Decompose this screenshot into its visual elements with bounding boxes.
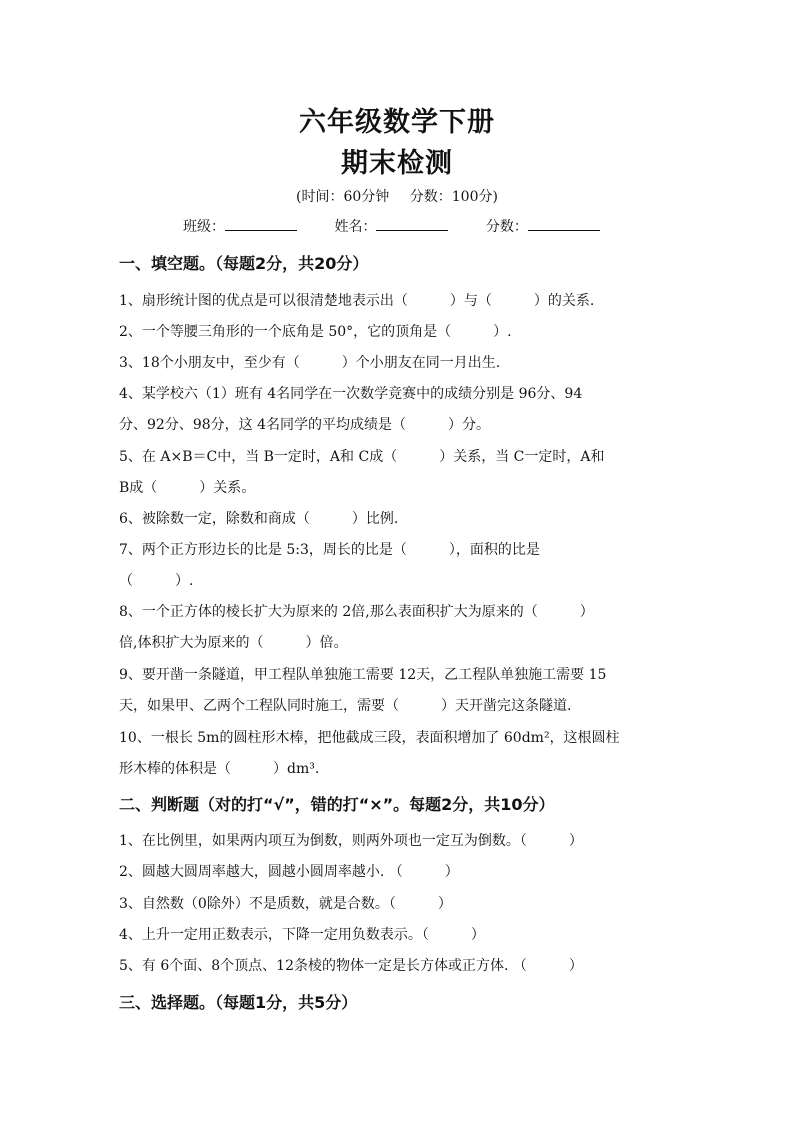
score-note: 分数：100分) [409, 189, 498, 205]
score-label: 分数： [485, 219, 528, 235]
judge-line: 2、圆越大圆周率越大，圆越小圆周率越小. （ ） [119, 864, 459, 880]
fill-line: 6、被除数一定，除数和商成（ ）比例. [119, 511, 399, 527]
fill-line: 形木棒的体积是（ ）dm³. [119, 761, 320, 777]
fill-line: 倍,体积扩大为原来的（ ）倍。 [119, 635, 348, 651]
fill-line: 3、18个小朋友中，至少有（ ）个小朋友在同一月出生. [119, 355, 501, 371]
score-field[interactable] [486, 216, 600, 236]
fill-line: 分、92分、98分，这 4名同学的平均成绩是（ ）分。 [119, 417, 490, 433]
class-blank[interactable] [225, 216, 297, 231]
fill-line: 5、在 A×B＝C中，当 B一定时，A和 C成（ ）关系，当 C一定时，A和 [119, 449, 605, 465]
fill-line: 10、一根长 5m的圆柱形木棒，把他截成三段，表面积增加了 60dm²，这根圆柱 [119, 730, 620, 746]
class-label: 班级： [183, 219, 225, 235]
fill-line: 8、一个正方体的棱长扩大为原来的 2倍,那么表面积扩大为原来的（ ） [119, 604, 594, 620]
name-blank[interactable] [376, 216, 448, 231]
student-info-row [183, 216, 600, 236]
score-blank[interactable] [528, 216, 600, 231]
name-field[interactable] [334, 216, 448, 236]
exam-subtitle-heading: 期末检测 [341, 148, 453, 179]
fill-line: 天，如果甲、乙两个工程队同时施工，需要（ ）天开凿完这条隧道. [119, 698, 572, 714]
exam-title: 六年级数学下册 [299, 107, 495, 138]
section-choice-heading: 三、选择题。（每题1分，共5分） [119, 993, 358, 1012]
fill-line: 2、一个等腰三角形的一个底角是 50°，它的顶角是（ ）. [119, 324, 512, 340]
fill-line: 9、要开凿一条隧道，甲工程队单独施工需要 12天，乙工程队单独施工需要 15 [119, 667, 607, 683]
fill-line: 1、扇形统计图的优点是可以很清楚地表示出（ ）与（ ）的关系. [119, 293, 595, 309]
judge-line: 4、上升一定用正数表示，下降一定用负数表示。（ ） [119, 927, 485, 943]
section-judge-heading: 二、判断题（对的打“√”，错的打“×”。每题2分，共10分） [119, 795, 555, 814]
fill-line: 7、两个正方形边长的比是 5:3，周长的比是（ ），面积的比是 [119, 542, 540, 558]
section-fill-heading: 一、填空题。（每题2分，共20分） [119, 254, 369, 273]
exam-time-score-note [0, 186, 794, 206]
fill-line: （ ）. [119, 573, 194, 589]
time-note: (时间：60分钟 [296, 189, 390, 205]
judge-line: 3、自然数（0除外）不是质数，就是合数。（ ） [119, 896, 452, 912]
fill-line: 4、某学校六（1）班有 4名同学在一次数学竞赛中的成绩分别是 96分、94 [119, 386, 583, 402]
judge-line: 1、在比例里，如果两内项互为倒数，则两外项也一定互为倒数。（ ） [119, 833, 583, 849]
name-label: 姓名： [334, 219, 377, 235]
judge-line: 5、有 6个面、8个顶点、12条棱的物体一定是长方体或正方体. （ ） [119, 958, 583, 974]
fill-line: B成（ ）关系。 [119, 480, 256, 496]
class-field[interactable] [183, 216, 297, 236]
